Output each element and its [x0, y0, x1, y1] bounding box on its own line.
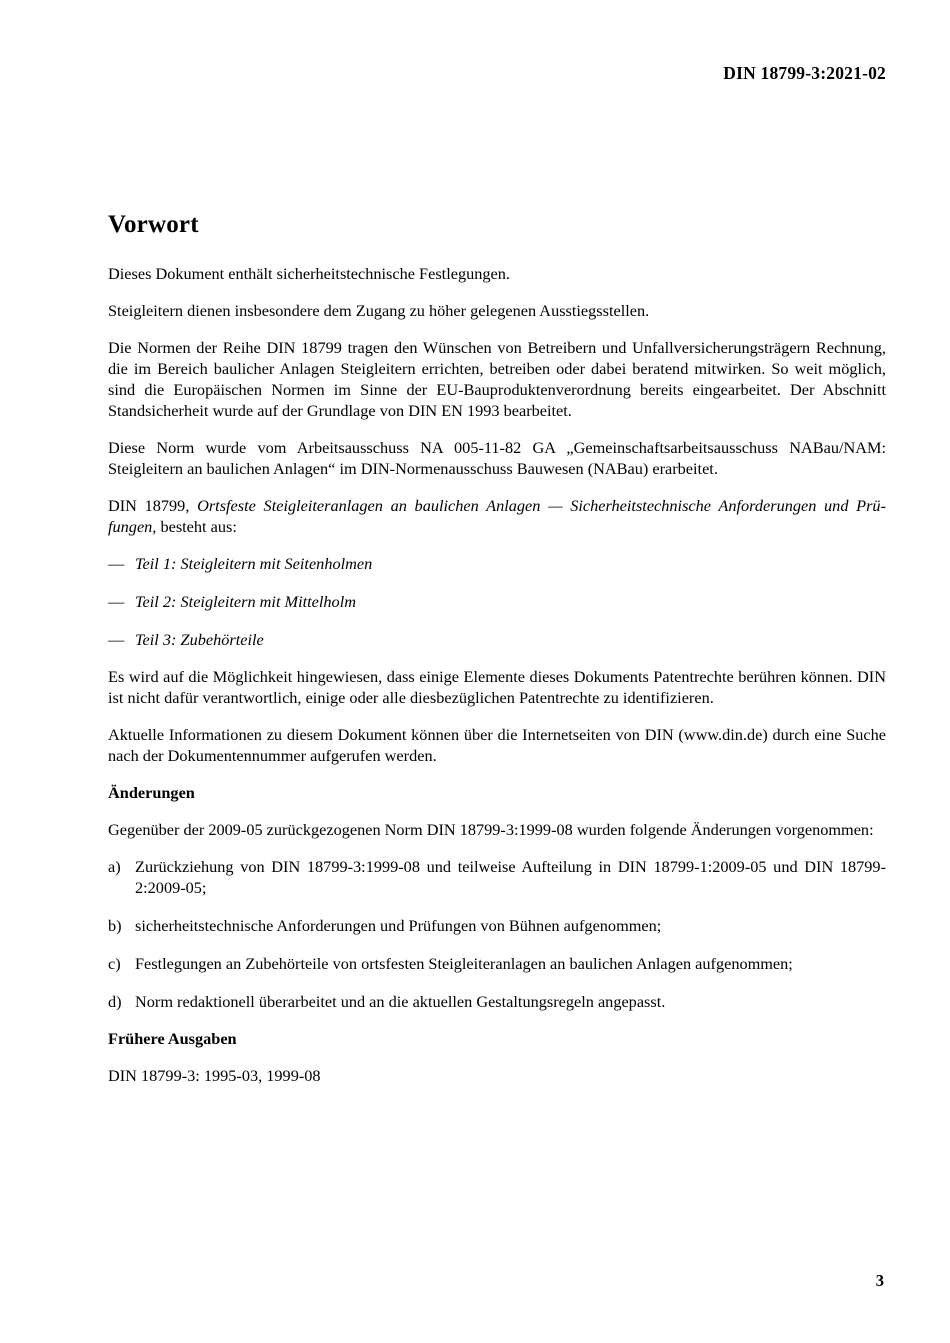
- list-item-text: Festlegungen an Zubehörteile von ortsfesten Steigleiteranlagen an baulichen Anlagen aufgenommen;: [135, 954, 793, 973]
- list-item-text: Zurückziehung von DIN 18799-3:1999-08 und teilweise Aufteilung in DIN 18799-1:2009-05 und DIN 18799-2:2009-05;: [135, 857, 886, 897]
- paragraph-scope: Dieses Dokument enthält sicherheitstechnische Festlegungen.: [108, 264, 510, 283]
- letter-marker: c): [108, 954, 121, 973]
- letter-marker: a): [108, 857, 121, 876]
- paragraph-changes-intro: Gegenüber der 2009-05 zurückgezogenen Norm DIN 18799-3:1999-08 wurden folgende Änderungen vorgenommen:: [108, 820, 874, 839]
- parts-intro-suffix: besteht aus:: [156, 517, 237, 536]
- dash-marker: —: [108, 630, 125, 649]
- letter-marker: b): [108, 916, 122, 935]
- section-title: Vorwort: [108, 211, 199, 238]
- list-item-text: sicherheitstechnische Anforderungen und Prüfungen von Bühnen aufgenommen;: [135, 916, 662, 935]
- paragraph-purpose: Steigleitern dienen insbesondere dem Zugang zu höher gelegenen Ausstiegsstellen.: [108, 301, 650, 320]
- paragraph-patents: Es wird auf die Möglichkeit hingewiesen, dass einige Elemente dieses Dokuments Patentrechte berühren können. DIN ist nicht dafür verantwortlich, einige oder alle diesbezüglichen Patentrechte zu identifizieren.: [108, 667, 886, 707]
- running-header: DIN 18799-3:2021-02: [723, 63, 886, 83]
- heading-previous-editions: Frühere Ausgaben: [108, 1029, 237, 1048]
- paragraph-previous-editions: DIN 18799-3: 1995-03, 1999-08: [108, 1066, 321, 1085]
- list-item: [108, 856, 886, 898]
- list-item: [108, 991, 886, 1012]
- paragraph-committee: Diese Norm wurde vom Arbeitsausschuss NA 005-11-82 GA „Gemeinschaftsarbeitsausschuss NABau/NAM: Steigleitern an baulichen Anlagen“ im DIN-Normenausschuss Bauwesen (NABau) erarbeitet.: [108, 438, 886, 478]
- list-item: [108, 953, 886, 974]
- letter-marker: d): [108, 992, 122, 1011]
- list-item: [108, 915, 886, 936]
- norm-number: DIN 18799,: [108, 496, 198, 515]
- parts-list: [108, 553, 886, 650]
- list-item: [108, 553, 886, 574]
- list-item: [108, 591, 886, 612]
- list-item-text: Norm redaktionell überarbeitet und an die aktuellen Gestaltungsregeln angepasst.: [135, 992, 666, 1011]
- page-number: 3: [875, 1271, 884, 1290]
- list-item-text: Teil 1: Steigleitern mit Seitenholmen: [135, 554, 373, 573]
- norm-title-italic: Ortsfeste Steigleiteranlagen an baulichen Anlagen — Sicherheitstechnische Anforderungen und Prüfungen,: [108, 496, 886, 536]
- dash-marker: —: [108, 554, 125, 573]
- list-item-text: Teil 2: Steigleitern mit Mittelholm: [135, 592, 356, 611]
- paragraph-series: Die Normen der Reihe DIN 18799 tragen den Wünschen von Betreibern und Unfallversicherungsträgern Rechnung, die im Bereich baulicher Anlagen Steigleitern errichten, betreiben oder dabei beratend mitwirken. So weit möglich, sind die Europäischen Normen im Sinne der EU-Bauproduktenverordnung bereits eingearbeitet. Der Abschnitt Standsicherheit wurde auf der Grundlage von DIN EN 1993 bearbeitet.: [108, 338, 886, 420]
- changes-list: [108, 856, 886, 1012]
- paragraph-info: Aktuelle Informationen zu diesem Dokument können über die Internetseiten von DIN (www.din.de) durch eine Suche nach der Dokumentennummer aufgerufen werden.: [108, 725, 886, 765]
- foreword-section: [108, 210, 886, 1102]
- paragraph-parts-intro: [108, 495, 886, 537]
- list-item: [108, 629, 886, 650]
- list-item-text: Teil 3: Zubehörteile: [135, 630, 264, 649]
- heading-changes: Änderungen: [108, 783, 195, 802]
- dash-marker: —: [108, 592, 125, 611]
